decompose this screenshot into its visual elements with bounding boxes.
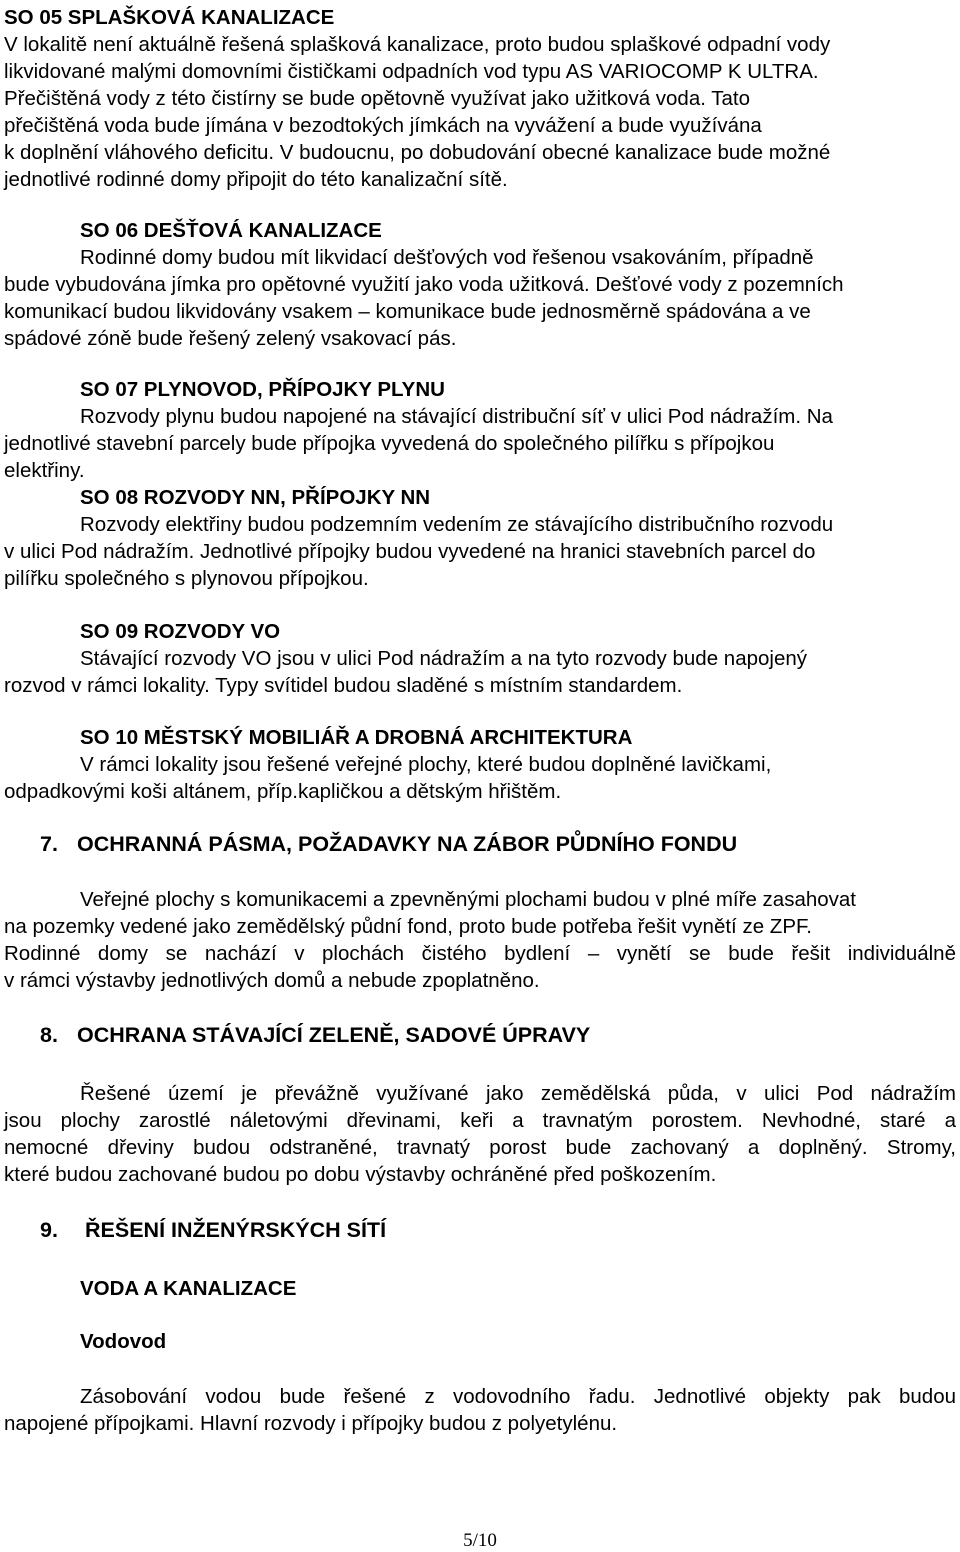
page-number: 5/10 xyxy=(463,1530,497,1551)
text-line: odpadkovými koši altánem, příp.kapličkou a dětským hřištěm. xyxy=(4,780,562,803)
text-line: Rozvody elektřiny budou podzemním vedením ze stávajícího distribučního rozvodu xyxy=(80,513,834,536)
heading-so05: SO 05 SPLAŠKOVÁ KANALIZACE xyxy=(4,6,335,29)
text-line: bude vybudována jímka pro opětovné využití jako voda užitková. Dešťové vody z pozemních xyxy=(4,273,844,296)
text-line: na pozemky vedené jako zemědělský půdní fond, proto bude potřeba řešit vynětí ze ZPF. xyxy=(4,915,812,938)
section-title: ŘEŠENÍ INŽENÝRSKÝCH SÍTÍ xyxy=(85,1218,387,1242)
text-line: rozvod v rámci lokality. Typy svítidel budou sladěné s místním standardem. xyxy=(4,674,683,697)
heading-so09: SO 09 ROZVODY VO xyxy=(80,620,281,643)
text-line: pilířku společného s plynovou přípojkou. xyxy=(4,567,369,590)
text-line: V rámci lokality jsou řešené veřejné plochy, které budou doplněné lavičkami, xyxy=(80,753,772,776)
text-line: jednotlivé stavební parcely bude přípojka vyvedená do společného pilířku s přípojkou xyxy=(4,432,775,455)
section-9 xyxy=(4,1217,956,1244)
heading-so06: SO 06 DEŠŤOVÁ KANALIZACE xyxy=(80,219,382,242)
section-number: 9. xyxy=(40,1218,58,1242)
section-8 xyxy=(4,1022,956,1049)
text-line: komunikací budou likvidovány vsakem – komunikace bude jednosměrně spádována a ve xyxy=(4,300,811,323)
heading-so10: SO 10 MĚSTSKÝ MOBILIÁŘ A DROBNÁ ARCHITEKTURA xyxy=(80,726,633,749)
text-line: v ulici Pod nádražím. Jednotlivé přípojky budou vyvedené na hranici stavebních parcel do xyxy=(4,540,816,563)
text-line: Veřejné plochy s komunikacemi a zpevněnými plochami budou v plné míře zasahovat xyxy=(80,888,856,911)
heading-section-9 xyxy=(4,1217,956,1244)
text-line: V lokalitě není aktuálně řešená splašková kanalizace, proto budou splaškové odpadní vody xyxy=(4,33,831,56)
text-line: Rozvody plynu budou napojené na stávající distribuční síť v ulici Pod nádražím. Na xyxy=(80,405,833,428)
section-title: OCHRANA STÁVAJÍCÍ ZELENĚ, SADOVÉ ÚPRAVY xyxy=(77,1023,591,1047)
text-line: elektřiny. xyxy=(4,459,85,482)
text-line: v rámci výstavby jednotlivých domů a nebude zpoplatněno. xyxy=(4,969,540,992)
heading-section-8 xyxy=(4,1022,956,1049)
heading-so07: SO 07 PLYNOVOD, PŘÍPOJKY PLYNU xyxy=(80,378,445,401)
text-line: Zásobování vodou bude řešené z vodovodního řadu. Jednotlivé objekty pak budou xyxy=(80,1385,956,1408)
text-line: Přečištěná vody z této čistírny se bude opětovně využívat jako užitková voda. Tato xyxy=(4,87,751,110)
subheading-voda-a-kanalizace xyxy=(4,1275,956,1302)
section-so07 xyxy=(4,376,956,484)
heading-section-7 xyxy=(4,831,956,858)
text-line: Řešené území je převážně využívané jako zemědělská půda, v ulici Pod nádražím xyxy=(80,1082,956,1105)
text-line: které budou zachované budou po dobu výstavby ochráněné před poškozením. xyxy=(4,1163,717,1186)
text-line: nemocné dřeviny budou odstraněné, travnatý porost bude zachovaný a doplněný. Stromy, xyxy=(4,1136,956,1159)
subheading-text: Vodovod xyxy=(80,1330,167,1353)
text-line: spádové zóně bude řešený zelený vsakovací pás. xyxy=(4,327,457,350)
text-line: přečištěná voda bude jímána v bezodtokých jímkách na vyvážení a bude využívána xyxy=(4,114,762,137)
section-9-body xyxy=(4,1383,956,1437)
text-line: napojené přípojkami. Hlavní rozvody i přípojky budou z polyetylénu. xyxy=(4,1412,618,1435)
section-title: OCHRANNÁ PÁSMA, POŽADAVKY NA ZÁBOR PŮDNÍHO FONDU xyxy=(77,832,738,856)
section-7 xyxy=(4,831,956,858)
section-so06 xyxy=(4,217,956,352)
section-so05 xyxy=(4,4,956,193)
section-number: 8. xyxy=(40,1023,58,1047)
text-line: Rodinné domy se nachází v plochách čistého bydlení – vynětí se bude řešit individuálně xyxy=(4,942,956,965)
text-line: jednotlivé rodinné domy připojit do této kanalizační sítě. xyxy=(4,168,508,191)
section-so10 xyxy=(4,724,956,805)
subheading-text: VODA A KANALIZACE xyxy=(80,1277,297,1300)
heading-so08: SO 08 ROZVODY NN, PŘÍPOJKY NN xyxy=(80,486,431,509)
text-line: k doplnění vláhového deficitu. V budoucnu, po dobudování obecné kanalizace bude možné xyxy=(4,141,831,164)
section-number: 7. xyxy=(40,832,58,856)
subheading-vodovod xyxy=(4,1328,956,1355)
section-8-body xyxy=(4,1080,956,1188)
section-so08 xyxy=(4,484,956,592)
section-so09 xyxy=(4,618,956,699)
text-line: Rodinné domy budou mít likvidací dešťových vod řešenou vsakováním, případně xyxy=(80,246,814,269)
section-7-body xyxy=(4,886,956,994)
text-line: likvidované malými domovními čističkami odpadních vod typu AS VARIOCOMP K ULTRA. xyxy=(4,60,819,83)
text-line: Stávající rozvody VO jsou v ulici Pod nádražím a na tyto rozvody bude napojený xyxy=(80,647,807,670)
text-line: jsou plochy zarostlé náletovými dřevinami, keři a travnatým porostem. Nevhodné, staré a xyxy=(4,1109,956,1132)
